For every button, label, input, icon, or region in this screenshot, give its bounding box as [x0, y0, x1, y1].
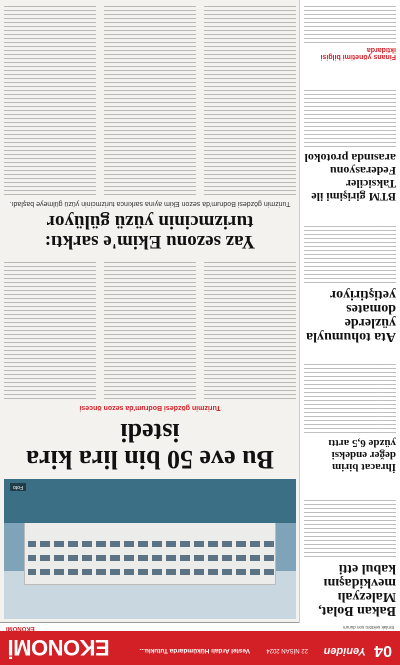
- photo-windows: [28, 569, 274, 575]
- second-body: [4, 5, 296, 195]
- sub-bar: [0, 622, 400, 631]
- section-title: EKONOMİ: [8, 635, 110, 660]
- sidebar-article-title: İhracat birim değer endeksi yüzde 6,5 arttı: [328, 437, 396, 473]
- lead-headline: Bu eve 50 bin lira kira istedi: [26, 418, 274, 474]
- body-column: [4, 259, 96, 399]
- lead-body: [4, 259, 296, 399]
- article-body-text: [304, 497, 396, 557]
- photo-building: [24, 519, 276, 585]
- lead-kicker: Turizmin gözdesi Bodrum'da sezon öncesi: [79, 404, 221, 411]
- photo-caption: Foto: [10, 483, 26, 491]
- sidebar-article: [304, 497, 396, 617]
- second-deck: Turizmin gözdesi Bodrum'da sezon Ekim ayına sarkınca turizmcinin yüzü gülmeye başladı.: [9, 200, 291, 207]
- body-column: [204, 259, 296, 399]
- body-column: [104, 259, 196, 399]
- body-column: [104, 5, 196, 195]
- sub-bar-text: Emlak sektörü son durum: [342, 625, 394, 630]
- photo-windows: [28, 555, 274, 561]
- sidebar-article-title: Ata tohumuyla yüzlerde domates yetiştiriyor: [306, 287, 396, 344]
- body-column: [204, 5, 296, 195]
- article-body-text: [304, 87, 396, 147]
- article-body-text: [304, 3, 396, 43]
- photo-water: [4, 479, 296, 523]
- photo-windows: [28, 541, 274, 547]
- page-number: 04: [374, 642, 392, 659]
- body-column: [4, 5, 96, 195]
- sidebar-article-title: Bakan Bolat, Malezyalı mevkidaşını kabul etti: [318, 561, 396, 618]
- sub-bar-brand: EKONOMİ: [6, 625, 35, 631]
- sidebar-article: [304, 223, 396, 343]
- sidebar-article-title: BTM girişimi ile Taksiciler Federasyonu arasında protokol: [304, 151, 396, 204]
- sidebar-article: [304, 363, 396, 473]
- lead-photo: [4, 479, 296, 619]
- masthead-headline: Vestel Ardalı Hükümdarda Tutuklu...: [139, 647, 250, 654]
- newspaper-logo: Yeniden: [323, 645, 366, 657]
- masthead: [0, 631, 400, 665]
- article-body-text: [304, 223, 396, 283]
- issue-date: 22 NİSAN 2024: [266, 647, 308, 653]
- sidebar-article: [304, 87, 396, 203]
- sidebar-article-title: Finans yönetimi bilgisi iktidarda: [320, 46, 396, 60]
- sidebar-news: [299, 0, 400, 623]
- sidebar-article: [304, 3, 396, 63]
- article-body-text: [304, 363, 396, 433]
- second-headline: Yaz sezonu Ekim'e sarktı: turizmcinin yüzü gülüyor: [44, 211, 256, 252]
